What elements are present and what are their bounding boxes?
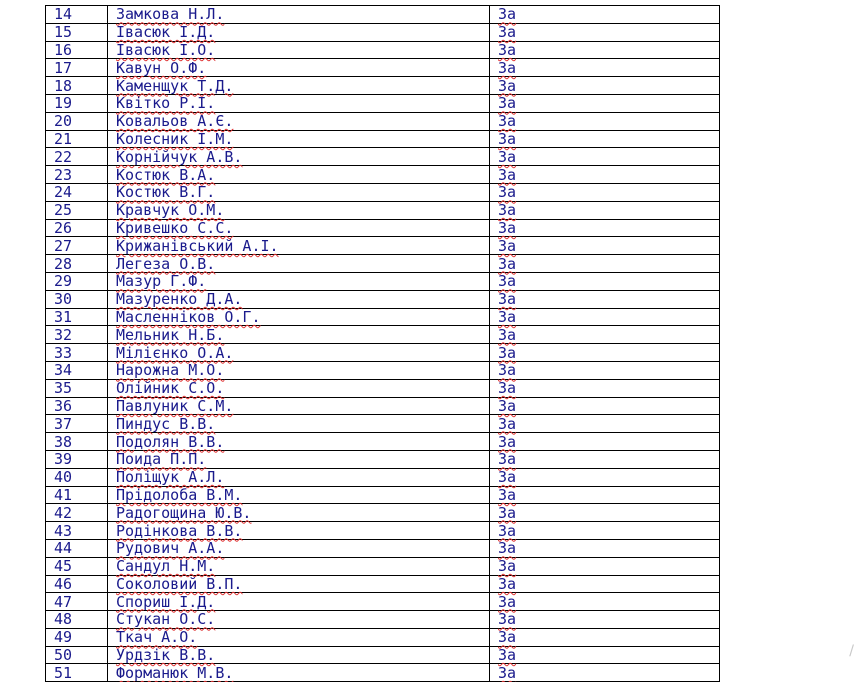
row-number-cell: 19 [46,94,108,112]
deputy-name: Крижанівський А.І. [116,236,279,255]
vote-cell [490,308,720,326]
deputy-name-cell [108,112,490,130]
row-number-cell: 43 [46,522,108,540]
deputy-name: Кавун О.Ф. [116,58,207,77]
row-number-cell: 40 [46,468,108,486]
table-row [46,77,720,95]
table-row [46,361,720,379]
vote-value: За [498,201,517,220]
deputy-name: Замкова Н.Л. [116,5,225,24]
deputy-name: Івасюк І.Д. [116,23,216,42]
deputy-name: Івасюк І.О. [116,40,216,59]
table-row [46,255,720,273]
deputy-name-cell [108,59,490,77]
table-row [46,664,720,682]
row-number-cell: 17 [46,59,108,77]
vote-cell [490,646,720,664]
table-row [46,219,720,237]
vote-cell [490,397,720,415]
vote-cell [490,183,720,201]
deputy-name: Мельник Н.Б. [116,325,225,344]
row-number-cell: 14 [46,6,108,24]
deputy-name: Кравчук О.М. [116,201,225,220]
table-row [46,6,720,24]
vote-cell [490,450,720,468]
row-number-cell: 41 [46,486,108,504]
row-number-cell: 16 [46,41,108,59]
table-row [46,486,720,504]
deputy-name: Ткач А.О. [116,628,198,647]
deputy-name-cell [108,397,490,415]
deputy-name-cell [108,94,490,112]
row-number-cell: 47 [46,593,108,611]
table-row [46,433,720,451]
row-number-cell: 36 [46,397,108,415]
table-row [46,326,720,344]
table-row [46,557,720,575]
vote-value: За [498,290,517,309]
vote-cell [490,201,720,219]
vote-value: За [498,646,517,665]
vote-value: За [498,592,517,611]
vote-cell [490,41,720,59]
table-row [46,611,720,629]
deputy-name-cell [108,166,490,184]
vote-cell [490,379,720,397]
vote-cell [490,557,720,575]
vote-cell [490,130,720,148]
vote-cell [490,468,720,486]
deputy-name-cell [108,646,490,664]
vote-cell [490,486,720,504]
vote-cell [490,219,720,237]
deputy-name: Соколовий В.П. [116,574,243,593]
vote-cell [490,611,720,629]
vote-value: За [498,183,517,202]
vote-cell [490,415,720,433]
deputy-name: Поида П.П. [116,450,207,469]
deputy-name: Мілієнко О.А. [116,343,234,362]
vote-value: За [498,503,517,522]
deputy-name: Павлуник С.М. [116,396,234,415]
deputy-name-cell [108,344,490,362]
table-row [46,575,720,593]
row-number-cell: 26 [46,219,108,237]
deputy-name-cell [108,219,490,237]
deputy-name-cell [108,201,490,219]
vote-value: За [498,610,517,629]
deputy-name: Форманюк М.В. [116,663,234,682]
vote-cell [490,94,720,112]
vote-value: За [498,254,517,273]
vote-value: За [498,574,517,593]
vote-cell [490,237,720,255]
row-number-cell: 33 [46,344,108,362]
row-number-cell: 34 [46,361,108,379]
deputy-name-cell [108,504,490,522]
vote-value: За [498,40,517,59]
vote-value: За [498,539,517,558]
table-row [46,308,720,326]
row-number-cell: 21 [46,130,108,148]
table-row [46,148,720,166]
table-row [46,290,720,308]
deputy-name-cell [108,433,490,451]
table-row [46,522,720,540]
deputy-name-cell [108,415,490,433]
vote-cell [490,166,720,184]
table-row [46,397,720,415]
row-number-cell: 20 [46,112,108,130]
table-row [46,415,720,433]
row-number-cell: 45 [46,557,108,575]
table-row [46,237,720,255]
deputy-name-cell [108,539,490,557]
vote-cell [490,255,720,273]
table-row [46,59,720,77]
row-number-cell: 18 [46,77,108,95]
vote-value: За [498,485,517,504]
vote-cell [490,77,720,95]
row-number-cell: 42 [46,504,108,522]
deputy-name: Кривешко С.С. [116,218,234,237]
row-number-cell: 29 [46,272,108,290]
vote-cell [490,326,720,344]
deputy-name: Рудович А.А. [116,539,225,558]
row-number-cell: 27 [46,237,108,255]
table-row [46,539,720,557]
deputy-name: Колесник І.М. [116,129,234,148]
row-number-cell: 46 [46,575,108,593]
deputy-name: Урдзік В.В. [116,646,216,665]
vote-value: За [498,343,517,362]
vote-value: За [498,76,517,95]
vote-value: За [498,23,517,42]
deputy-name: Стукан О.С. [116,610,216,629]
vote-value: За [498,379,517,398]
row-number-cell: 28 [46,255,108,273]
deputy-name: Квітко Р.І. [116,94,216,113]
row-number-cell: 50 [46,646,108,664]
table-row [46,130,720,148]
deputy-name-cell [108,628,490,646]
row-number-cell: 51 [46,664,108,682]
deputy-name: Спориш І.Д. [116,592,216,611]
voting-results-table [45,5,720,682]
deputy-name-cell [108,23,490,41]
deputy-name-cell [108,183,490,201]
row-number-cell: 49 [46,628,108,646]
deputy-name: Радогощина Ю.В. [116,503,252,522]
vote-cell [490,290,720,308]
row-number-cell: 44 [46,539,108,557]
deputy-name-cell [108,575,490,593]
deputy-name: Корнійчук А.В. [116,147,243,166]
vote-cell [490,504,720,522]
vote-cell [490,539,720,557]
vote-cell [490,575,720,593]
vote-cell [490,272,720,290]
vote-value: За [498,450,517,469]
deputy-name-cell [108,593,490,611]
vote-cell [490,522,720,540]
table-row [46,593,720,611]
deputy-name-cell [108,6,490,24]
row-number-cell: 37 [46,415,108,433]
vote-value: За [498,663,517,682]
row-number-cell: 23 [46,166,108,184]
row-number-cell: 22 [46,148,108,166]
deputy-name: Прідолоба В.М. [116,485,243,504]
row-number-cell: 48 [46,611,108,629]
deputy-name-cell [108,664,490,682]
vote-cell [490,148,720,166]
vote-cell [490,112,720,130]
vote-value: За [498,521,517,540]
deputy-name-cell [108,379,490,397]
table-row [46,94,720,112]
deputy-name-cell [108,130,490,148]
deputy-name: Подолян В.В. [116,432,225,451]
deputy-name: Ковальов А.Є. [116,112,234,131]
deputy-name-cell [108,290,490,308]
vote-value: За [498,432,517,451]
vote-value: За [498,218,517,237]
table-row [46,201,720,219]
vote-value: За [498,325,517,344]
vote-value: За [498,272,517,291]
voting-results-body [46,6,720,682]
vote-value: За [498,5,517,24]
deputy-name-cell [108,486,490,504]
table-row [46,450,720,468]
table-row [46,166,720,184]
deputy-name-cell [108,308,490,326]
vote-value: За [498,557,517,576]
table-row [46,183,720,201]
vote-cell [490,344,720,362]
deputy-name: Поліщук А.Л. [116,468,225,487]
vote-value: За [498,94,517,113]
row-number-cell: 39 [46,450,108,468]
deputy-name-cell [108,41,490,59]
vote-value: За [498,468,517,487]
table-row [46,628,720,646]
deputy-name-cell [108,557,490,575]
deputy-name: Костюк В.А. [116,165,216,184]
deputy-name-cell [108,611,490,629]
vote-value: За [498,628,517,647]
deputy-name: Мазуренко Д.А. [116,290,243,309]
row-number-cell: 35 [46,379,108,397]
deputy-name: Легеза О.В. [116,254,216,273]
deputy-name: Масленніков О.Г. [116,307,261,326]
vote-cell [490,6,720,24]
vote-value: За [498,396,517,415]
vote-cell [490,593,720,611]
deputy-name-cell [108,361,490,379]
row-number-cell: 30 [46,290,108,308]
deputy-name: Сандул Н.М. [116,557,216,576]
deputy-name: Родінкова В.В. [116,521,243,540]
vote-cell [490,433,720,451]
vote-value: За [498,236,517,255]
vote-cell [490,361,720,379]
deputy-name: Нарожна М.О. [116,361,225,380]
vote-value: За [498,129,517,148]
vote-value: За [498,361,517,380]
deputy-name-cell [108,237,490,255]
deputy-name: Мазур Г.Ф. [116,272,207,291]
vote-cell [490,59,720,77]
table-row [46,379,720,397]
deputy-name-cell [108,326,490,344]
vote-cell [490,664,720,682]
vote-value: За [498,307,517,326]
vote-value: За [498,58,517,77]
row-number-cell: 32 [46,326,108,344]
deputy-name-cell [108,468,490,486]
vote-cell [490,23,720,41]
row-number-cell: 25 [46,201,108,219]
cropped-edge-glyph: / [849,643,854,659]
row-number-cell: 38 [46,433,108,451]
table-row [46,112,720,130]
table-row [46,646,720,664]
deputy-name: Олійник С.О. [116,379,225,398]
table-row [46,504,720,522]
row-number-cell: 24 [46,183,108,201]
deputy-name-cell [108,148,490,166]
table-row [46,41,720,59]
vote-value: За [498,112,517,131]
row-number-cell: 31 [46,308,108,326]
vote-cell [490,628,720,646]
table-row [46,23,720,41]
vote-value: За [498,147,517,166]
row-number-cell: 15 [46,23,108,41]
deputy-name-cell [108,450,490,468]
deputy-name: Каменщук Т.Д. [116,76,234,95]
deputy-name-cell [108,77,490,95]
deputy-name-cell [108,255,490,273]
table-row [46,344,720,362]
vote-value: За [498,165,517,184]
deputy-name: Пиндус В.В. [116,414,216,433]
deputy-name-cell [108,272,490,290]
deputy-name: Костюк В.Г. [116,183,216,202]
vote-value: За [498,414,517,433]
table-row [46,468,720,486]
deputy-name-cell [108,522,490,540]
table-row [46,272,720,290]
